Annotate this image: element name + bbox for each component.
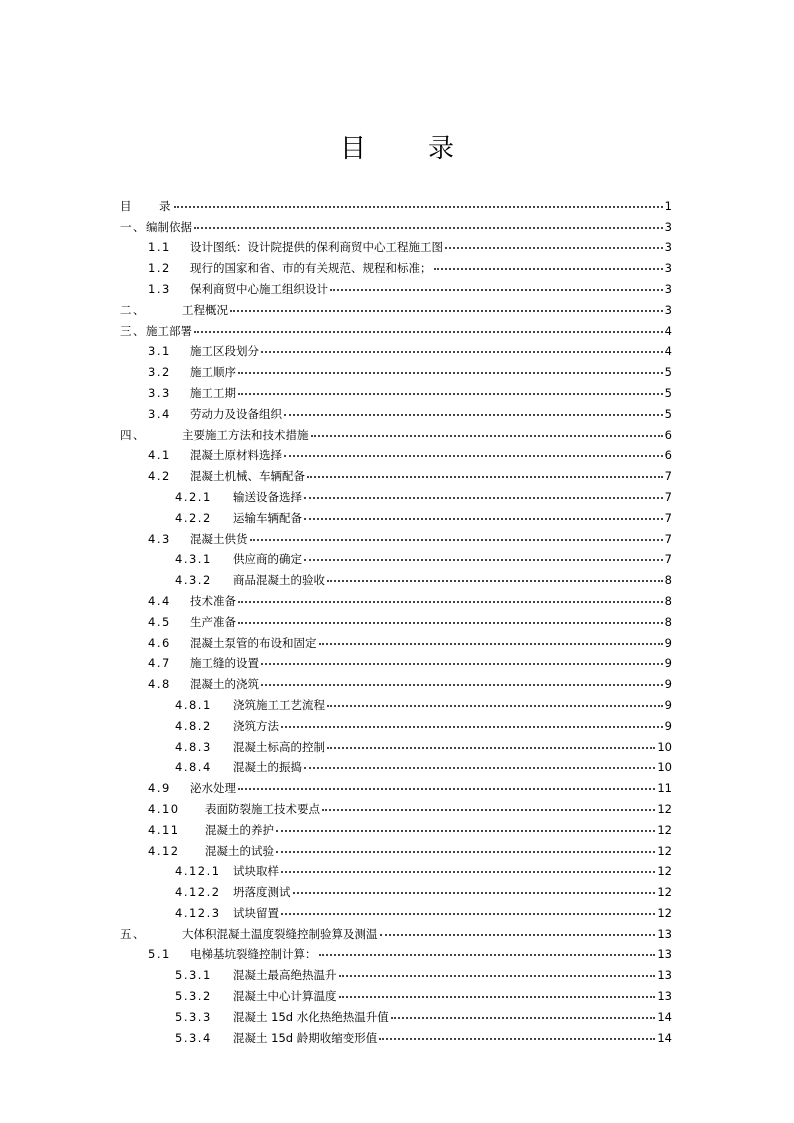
- toc-entry[interactable]: [120, 878, 672, 899]
- toc-entry-page: 3: [664, 261, 672, 276]
- toc-entry-number: 4.4: [148, 593, 171, 608]
- toc-entry-number: 4.8: [148, 677, 171, 692]
- toc-entry[interactable]: [120, 733, 672, 754]
- toc-entry-number: 4.6: [148, 635, 171, 650]
- toc-entry[interactable]: [120, 442, 672, 463]
- toc-entry-number: 1.2: [148, 261, 171, 276]
- toc-leader-dots: [307, 476, 663, 478]
- toc-entry-page: 4: [664, 344, 672, 359]
- toc-entry-text: 混凝土 15d 龄期收缩变形值: [233, 1030, 378, 1045]
- toc-entry[interactable]: [120, 213, 672, 234]
- toc-entry[interactable]: [120, 629, 672, 650]
- toc-entry-page: 7: [664, 531, 672, 546]
- toc-entry-text: 工程概况: [182, 302, 228, 317]
- toc-leader-dots: [434, 268, 663, 270]
- toc-entry-number: 4.8.1: [175, 697, 212, 712]
- toc-leader-dots: [174, 206, 663, 208]
- toc-entry[interactable]: [120, 587, 672, 608]
- toc-entry-page: 11: [657, 781, 672, 796]
- toc-entry-number: 5.3.3: [175, 1009, 212, 1024]
- toc-entry-number: 1.3: [148, 281, 171, 296]
- toc-entry[interactable]: [120, 1003, 672, 1024]
- toc-entry-number: 4.9: [148, 781, 171, 796]
- toc-entry[interactable]: [120, 296, 672, 317]
- toc-title-char-2: 录: [428, 134, 455, 164]
- toc-entry-number: 4.10: [148, 801, 180, 816]
- toc-entry-text: 保利商贸中心施工组织设计: [190, 281, 328, 296]
- toc-leader-dots: [330, 289, 663, 291]
- toc-entry-number: 4.12: [148, 843, 180, 858]
- toc-leader-dots: [276, 851, 655, 853]
- toc-entry-page: 12: [657, 822, 672, 837]
- toc-entry[interactable]: [120, 837, 672, 858]
- toc-leader-dots: [327, 747, 655, 749]
- toc-entry-text: 混凝土的试验: [205, 843, 274, 858]
- toc-entry-number: 5.1: [148, 947, 171, 962]
- toc-leader-dots: [327, 705, 663, 707]
- toc-title: [0, 128, 794, 165]
- toc-entry[interactable]: [120, 712, 672, 733]
- toc-entry[interactable]: [120, 608, 672, 629]
- toc-entry-number: 4.3.2: [175, 573, 212, 588]
- toc-entry[interactable]: [120, 691, 672, 712]
- toc-entry-number: 1.1: [148, 240, 171, 255]
- toc-entry-number: 3.2: [148, 365, 171, 380]
- toc-entry-page: 6: [664, 448, 672, 463]
- toc-entry[interactable]: [120, 795, 672, 816]
- toc-entry-page: 8: [664, 573, 672, 588]
- toc-entry-number: 4.2.2: [175, 510, 212, 525]
- toc-leader-dots: [319, 643, 663, 645]
- toc-entry[interactable]: [120, 379, 672, 400]
- toc-entry-text: 混凝土标高的控制: [233, 739, 325, 754]
- toc-leader-dots: [276, 830, 655, 832]
- toc-leader-dots: [339, 996, 656, 998]
- toc-entry[interactable]: [120, 317, 672, 338]
- toc-entry-number: 目 录: [120, 198, 172, 213]
- toc-leader-dots: [261, 663, 663, 665]
- toc-entry[interactable]: [120, 650, 672, 671]
- toc-leader-dots: [284, 455, 663, 457]
- toc-entry[interactable]: [120, 816, 672, 837]
- toc-entry-text: 混凝土的浇筑: [190, 677, 259, 692]
- toc-entry[interactable]: [120, 1024, 672, 1045]
- toc-entry-text: 混凝土的养护: [205, 822, 274, 837]
- toc-entry-text: 混凝土机械、车辆配备: [190, 469, 305, 484]
- toc-entry[interactable]: [120, 961, 672, 982]
- toc-entry-page: 13: [657, 926, 672, 941]
- toc-entry[interactable]: [120, 920, 672, 941]
- toc-entry-text: 试块留置: [233, 905, 279, 920]
- toc-entry-page: 12: [657, 864, 672, 879]
- toc-leader-dots: [445, 247, 663, 249]
- toc-entry-page: 13: [657, 968, 672, 983]
- toc-entry-number: 五、: [120, 926, 146, 941]
- toc-entry-text: 输送设备选择: [233, 489, 302, 504]
- toc-entry-number: 4.12.2: [175, 885, 221, 900]
- toc-leader-dots: [327, 580, 663, 582]
- toc-entry[interactable]: [120, 275, 672, 296]
- toc-entry-page: 7: [664, 489, 672, 504]
- toc-entry[interactable]: [120, 941, 672, 962]
- toc-entry-page: 12: [657, 801, 672, 816]
- toc-entry-text: 混凝土原材料选择: [190, 448, 282, 463]
- toc-entry-number: 5.3.2: [175, 989, 212, 1004]
- toc-entry-text: 现行的国家和省、市的有关规范、规程和标准；: [190, 261, 432, 276]
- toc-leader-dots: [238, 788, 655, 790]
- toc-leader-dots: [319, 954, 656, 956]
- toc-entry-page: 12: [657, 905, 672, 920]
- toc-entry-number: 4.1: [148, 448, 171, 463]
- table-of-contents: [120, 192, 672, 1045]
- toc-entry-text: 混凝土泵管的布设和固定: [190, 635, 317, 650]
- toc-entry-text: 施工工期: [190, 385, 236, 400]
- toc-leader-dots: [304, 518, 663, 520]
- toc-entry-number: 4.8.2: [175, 718, 212, 733]
- toc-entry-page: 5: [664, 365, 672, 380]
- toc-entry-text: 混凝土最高绝热温升: [233, 968, 337, 983]
- toc-leader-dots: [261, 684, 663, 686]
- toc-entry-page: 13: [657, 947, 672, 962]
- toc-entry-page: 7: [664, 510, 672, 525]
- toc-leader-dots: [238, 601, 663, 603]
- toc-entry[interactable]: [120, 358, 672, 379]
- toc-entry-text: 技术准备: [190, 593, 236, 608]
- toc-entry-text: 供应商的确定: [233, 552, 302, 567]
- toc-entry-text: 表面防裂施工技术要点: [205, 801, 320, 816]
- toc-entry-page: 6: [664, 427, 672, 442]
- toc-entry-number: 4.2: [148, 469, 171, 484]
- toc-entry-text: 施工部署: [146, 323, 192, 338]
- toc-entry-page: 10: [657, 760, 672, 775]
- toc-entry-number: 4.3: [148, 531, 171, 546]
- toc-leader-dots: [238, 393, 663, 395]
- toc-leader-dots: [261, 351, 663, 353]
- toc-leader-dots: [194, 331, 663, 333]
- toc-entry[interactable]: [120, 774, 672, 795]
- toc-entry-page: 7: [664, 469, 672, 484]
- toc-entry[interactable]: [120, 858, 672, 879]
- toc-entry-page: 9: [664, 677, 672, 692]
- toc-entry-text: 施工缝的设置: [190, 656, 259, 671]
- toc-entry-number: 3.3: [148, 385, 171, 400]
- toc-entry-text: 泌水处理: [190, 781, 236, 796]
- toc-entry-text: 浇筑方法: [233, 718, 279, 733]
- toc-entry-text: 试块取样: [233, 864, 279, 879]
- toc-entry-page: 5: [664, 406, 672, 421]
- toc-entry-page: 4: [664, 323, 672, 338]
- toc-entry-page: 1: [664, 198, 672, 213]
- toc-entry-text: 浇筑施工工艺流程: [233, 697, 325, 712]
- toc-leader-dots: [304, 767, 655, 769]
- toc-entry-text: 混凝土供货: [190, 531, 248, 546]
- toc-entry-page: 10: [657, 739, 672, 754]
- toc-entry-number: 三、: [120, 323, 146, 338]
- toc-entry-text: 商品混凝土的验收: [233, 573, 325, 588]
- toc-entry-text: 劳动力及设备组织: [190, 406, 282, 421]
- toc-entry[interactable]: [120, 670, 672, 691]
- toc-entry-number: 4.12.1: [175, 864, 221, 879]
- toc-leader-dots: [304, 497, 663, 499]
- toc-entry-number: 4.3.1: [175, 552, 212, 567]
- toc-entry-page: 12: [657, 843, 672, 858]
- toc-entry-text: 施工顺序: [190, 365, 236, 380]
- toc-entry[interactable]: [120, 192, 672, 213]
- toc-leader-dots: [238, 372, 663, 374]
- toc-entry-page: 3: [664, 302, 672, 317]
- toc-entry-text: 电梯基坑裂缝控制计算：: [190, 947, 317, 962]
- toc-entry-page: 14: [657, 1030, 672, 1045]
- toc-entry[interactable]: [120, 234, 672, 255]
- toc-leader-dots: [281, 913, 655, 915]
- toc-entry[interactable]: [120, 254, 672, 275]
- toc-entry[interactable]: [120, 546, 672, 567]
- toc-entry-page: 7: [664, 552, 672, 567]
- toc-entry-number: 4.7: [148, 656, 171, 671]
- toc-entry-number: 5.3.1: [175, 968, 212, 983]
- toc-entry-number: 4.11: [148, 822, 180, 837]
- toc-entry-text: 大体积混凝土温度裂缝控制验算及测温: [182, 926, 378, 941]
- toc-entry-page: 9: [664, 697, 672, 712]
- toc-leader-dots: [379, 1038, 655, 1040]
- toc-entry[interactable]: [120, 982, 672, 1003]
- toc-entry-text: 施工区段划分: [190, 344, 259, 359]
- toc-entry-text: 混凝土的振捣: [233, 760, 302, 775]
- toc-entry[interactable]: [120, 338, 672, 359]
- toc-entry-page: 8: [664, 593, 672, 608]
- toc-entry[interactable]: [120, 400, 672, 421]
- toc-entry-page: 12: [657, 885, 672, 900]
- toc-entry-number: 3.1: [148, 344, 171, 359]
- toc-entry[interactable]: [120, 504, 672, 525]
- toc-leader-dots: [380, 934, 656, 936]
- toc-entry-page: 3: [664, 281, 672, 296]
- toc-leader-dots: [322, 809, 655, 811]
- toc-leader-dots: [238, 622, 663, 624]
- toc-leader-dots: [284, 414, 663, 416]
- toc-entry-number: 四、: [120, 427, 146, 442]
- toc-leader-dots: [293, 892, 656, 894]
- toc-leader-dots: [339, 975, 656, 977]
- toc-entry-page: 9: [664, 635, 672, 650]
- toc-entry-text: 设计图纸：设计院提供的保利商贸中心工程施工图: [190, 240, 443, 255]
- toc-entry-page: 13: [657, 989, 672, 1004]
- toc-entry-number: 3.4: [148, 406, 171, 421]
- toc-entry-text: 坍落度测试: [233, 885, 291, 900]
- toc-entry[interactable]: [120, 566, 672, 587]
- toc-entry[interactable]: [120, 462, 672, 483]
- toc-leader-dots: [281, 871, 655, 873]
- toc-leader-dots: [194, 227, 663, 229]
- toc-entry-number: 一、: [120, 219, 146, 234]
- toc-entry-page: 3: [664, 219, 672, 234]
- toc-entry-page: 8: [664, 614, 672, 629]
- toc-entry-text: 编制依据: [146, 219, 192, 234]
- toc-entry-page: 3: [664, 240, 672, 255]
- toc-entry-page: 14: [657, 1009, 672, 1024]
- toc-entry-number: 4.8.3: [175, 739, 212, 754]
- toc-entry-text: 运输车辆配备: [233, 510, 302, 525]
- toc-leader-dots: [304, 559, 663, 561]
- toc-entry-page: 9: [664, 718, 672, 733]
- toc-entry-text: 混凝土中心计算温度: [233, 989, 337, 1004]
- toc-entry-number: 4.8.4: [175, 760, 212, 775]
- toc-entry-page: 5: [664, 385, 672, 400]
- toc-leader-dots: [311, 435, 663, 437]
- toc-entry-text: 主要施工方法和技术措施: [182, 427, 309, 442]
- toc-entry-number: 4.2.1: [175, 489, 212, 504]
- toc-leader-dots: [250, 539, 663, 541]
- toc-title-char-1: 目: [339, 134, 366, 164]
- toc-entry-text: 混凝土 15d 水化热绝热温升值: [233, 1009, 389, 1024]
- toc-entry[interactable]: [120, 421, 672, 442]
- toc-entry[interactable]: [120, 483, 672, 504]
- toc-entry-number: 二、: [120, 302, 146, 317]
- toc-entry-number: 5.3.4: [175, 1030, 212, 1045]
- toc-leader-dots: [391, 1017, 656, 1019]
- toc-leader-dots: [281, 726, 663, 728]
- toc-entry-number: 4.12.3: [175, 905, 221, 920]
- toc-entry[interactable]: [120, 899, 672, 920]
- toc-entry[interactable]: [120, 754, 672, 775]
- toc-entry-page: 9: [664, 656, 672, 671]
- toc-leader-dots: [230, 310, 663, 312]
- toc-entry[interactable]: [120, 525, 672, 546]
- toc-entry-number: 4.5: [148, 614, 171, 629]
- toc-entry-text: 生产准备: [190, 614, 236, 629]
